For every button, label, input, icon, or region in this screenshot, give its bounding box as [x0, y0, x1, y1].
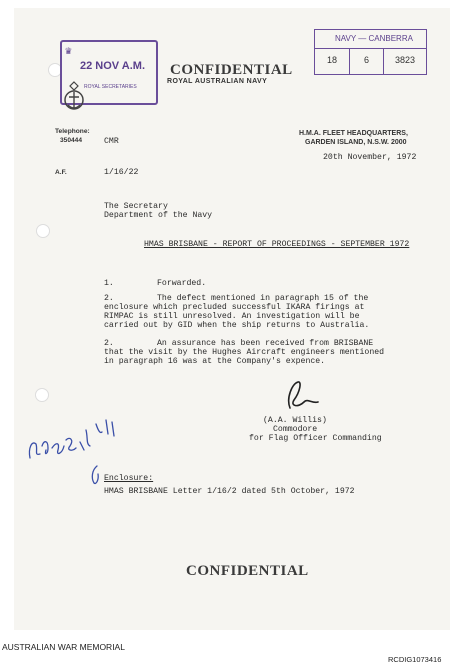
paragraph-line: Forwarded. [157, 279, 207, 288]
stamp-subtext: ROYAL SECRETARIES [84, 84, 137, 90]
hq-address-line1: H.M.A. FLEET HEADQUARTERS, [299, 130, 408, 137]
paragraph-number: 2. [104, 294, 114, 303]
paragraph-number: 2. [104, 339, 114, 348]
signatory-role: for Flag Officer Commanding [249, 434, 382, 443]
registry-stamp-title: NAVY — CANBERRA [335, 34, 413, 43]
paragraph-line: carried out by GID when the ship returns to Australia. [104, 321, 370, 330]
letter-date: 20th November, 1972 [323, 153, 417, 162]
enclosure-text: HMAS BRISBANE Letter 1/16/2 dated 5th October, 1972 [104, 487, 355, 496]
af-label: A.F. [55, 169, 67, 176]
paragraph-number: 1. [104, 279, 114, 288]
signatory-name: (A.A. Willis) [263, 416, 327, 425]
paragraph-line: RIMPAC is still unresolved. An investigation will be [104, 312, 360, 321]
classification-bottom: CONFIDENTIAL [186, 563, 309, 579]
subject-line: HMAS BRISBANE - REPORT OF PROCEEDINGS - SEPTEMBER 1972 [144, 240, 410, 249]
punch-hole [35, 388, 49, 402]
registry-cell: 18 [327, 55, 338, 65]
handwritten-annotation [26, 410, 121, 465]
registry-stamp [314, 29, 427, 75]
addressee-line1: The Secretary [104, 202, 168, 211]
crown-mark: ♛ [65, 46, 72, 58]
signature-scribble [282, 378, 322, 414]
paragraph-line: in paragraph 16 was at the Company's expence. [104, 357, 326, 366]
signatory-rank: Commodore [273, 425, 318, 434]
file-reference: 1/16/22 [104, 168, 139, 177]
telephone-number: 350444 [60, 137, 83, 144]
paragraph-line: enclosure which precluded successful IKARA firings at [104, 303, 365, 312]
paragraph-line: that the visit by the Hughes Aircraft engineers mentioned [104, 348, 385, 357]
enclosure-label: Enclosure: [104, 474, 154, 483]
stamp-date: 22 NOV A.M. [80, 60, 145, 72]
paragraph-line: An assurance has been received from BRISBANE [157, 339, 374, 348]
punch-hole [36, 224, 50, 238]
addressee-line2: Department of the Navy [104, 211, 213, 220]
registry-cell: 6 [364, 55, 370, 65]
registry-cell: 3823 [395, 55, 416, 65]
record-id: RCDIG1073416 [388, 655, 442, 664]
paragraph-line: The defect mentioned in paragraph 15 of the [157, 294, 369, 303]
hq-address-line2: GARDEN ISLAND, N.S.W. 2000 [305, 139, 407, 146]
classification-top: CONFIDENTIAL [170, 62, 293, 78]
handwritten-mark [88, 464, 102, 486]
telephone-label: Telephone: [55, 128, 90, 135]
navy-crest-emblem [58, 80, 90, 114]
archive-name: AUSTRALIAN WAR MEMORIAL [2, 642, 125, 652]
service-name: ROYAL AUSTRALIAN NAVY [167, 78, 268, 85]
sender-initials: CMR [104, 137, 119, 146]
